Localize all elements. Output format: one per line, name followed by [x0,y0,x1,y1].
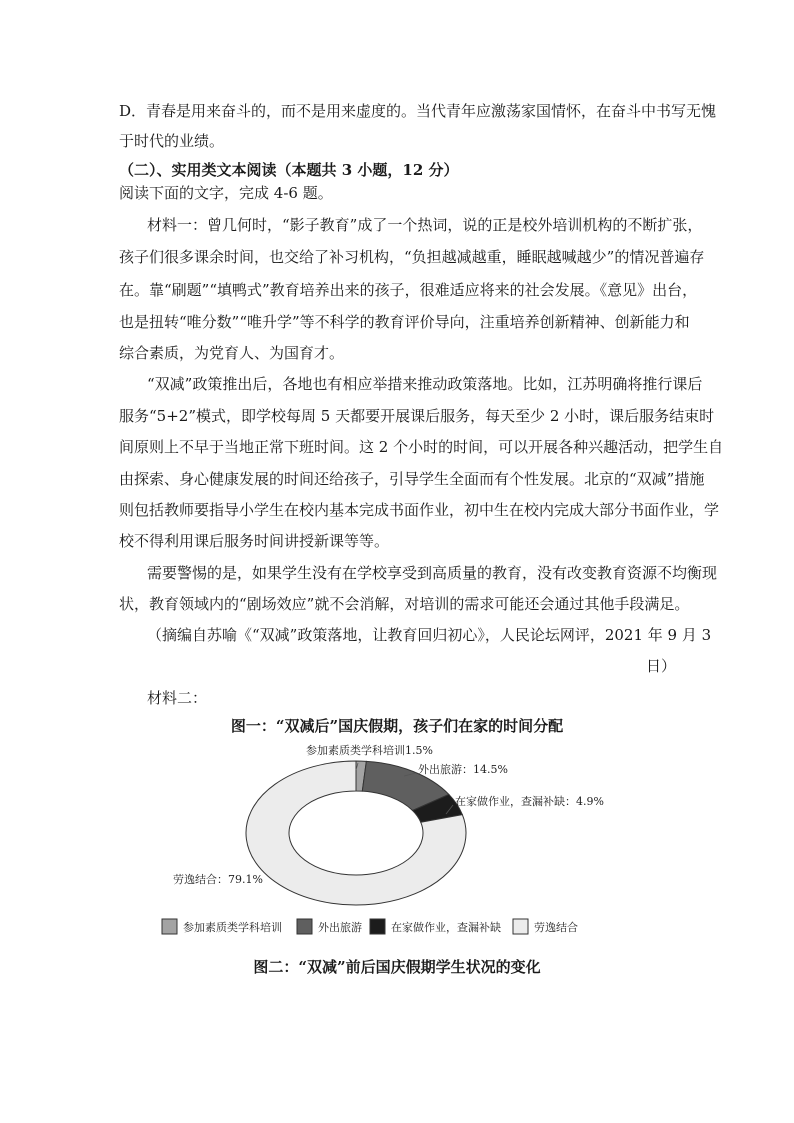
data-label-4: 劳逸结合：79.1% [173,873,263,886]
legend-swatch-1 [162,919,177,934]
data-label-2: 外出旅游：14.5% [418,763,508,776]
legend-swatch-2 [297,919,312,934]
material2-label: 材料二： [147,689,208,707]
legend-swatch-3 [370,919,385,934]
legend-label-3: 在家做作业，查漏补缺 [391,921,501,934]
donut-chart [0,738,794,948]
source-line-1: （摘编自苏喻《“双减”政策落地，让教育回归初心》，人民论坛网评，2021 年 9 月 3 [147,626,712,644]
data-label-1: 参加素质类学科培训1.5% [306,744,433,757]
donut-slices [246,761,466,905]
legend-label-2: 外出旅游 [318,921,362,934]
legend-swatch-4 [513,919,528,934]
material1-p3-line1: 需要警惕的是，如果学生没有在学校享受到高质量的教育，没有改变教育资源不均衡现 [147,564,718,582]
chart2-title: 图二：“双减”前后国庆假期学生状况的变化 [253,958,541,976]
section-heading: （二）、实用类文本阅读（本题共 3 小题，12 分） [119,161,459,179]
material1-p2-line6: 校不得利用课后服务时间讲授新课等等。 [119,532,390,550]
source-line-2: 日） [646,657,677,675]
material1-p3-line2: 状，教育领域内的“剧场效应”就不会消解，对培训的需求可能还会通过其他手段满足。 [119,595,690,613]
material1-p2-line4: 由探索、身心健康发展的时间还给孩子，引导学生全面而有个性发展。北京的“双减”措施 [119,470,705,488]
material1-p1-line2: 孩子们很多课余时间，也交给了补习机构，“负担越减越重，睡眠越喊越少”的情况普遍存 [119,248,705,266]
data-label-3: 在家做作业，查漏补缺：4.9% [455,795,604,808]
material1-p2-line5: 则包括教师要指导小学生在校内基本完成书面作业，初中生在校内完成大部分书面作业，学 [119,501,720,519]
option-d-line-1: D．青春是用来奋斗的，而不是用来虚度的。当代青年应激荡家国情怀，在奋斗中书写无愧 [119,102,717,120]
material1-p2-line3: 间原则上不早于当地正常下班时间。这 2 个小时的时间，可以开展各种兴趣活动，把学生自 [119,438,724,456]
chart-legend [162,919,578,934]
material1-p1-line1: 材料一：曾几何时，“影子教育”成了一个热词，说的正是校外培训机构的不断扩张， [147,216,703,234]
material1-p1-line5: 综合素质，为党育人、为国育才。 [119,344,345,362]
material1-p1-line4: 也是扭转“唯分数”“唯升学”等不科学的教育评价导向，注重培养创新精神、创新能力和 [119,313,690,331]
material1-p1-line3: 在。靠“刷题”“填鸭式”教育培养出来的孩子，很难适应将来的社会发展。《意见》出台， [119,281,698,299]
material1-p2-line1: “双减”政策推出后，各地也有相应举措来推动政策落地。比如，江苏明确将推行课后 [147,375,703,393]
legend-label-4: 劳逸结合 [534,921,578,934]
chart1-title: 图一：“双减后”国庆假期，孩子们在家的时间分配 [230,717,564,735]
instruction: 阅读下面的文字，完成 4-6 题。 [119,184,333,202]
option-d-line-2: 于时代的业绩。 [119,132,225,150]
material1-p2-line2: 服务“5+2”模式，即学校每周 5 天都要开展课后服务，每天至少 2 小时，课后服务结束时 [119,407,715,425]
legend-label-1: 参加素质类学科培训 [183,921,282,934]
